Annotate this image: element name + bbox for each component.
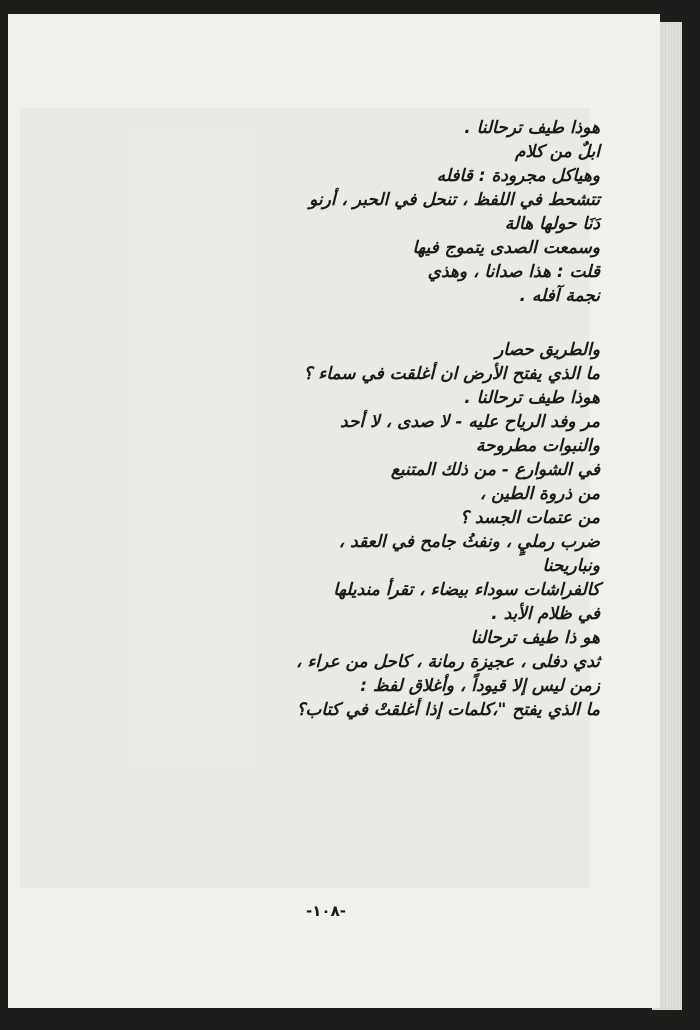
poem-line: ثدي دفلى ، عجيزة رمانة ، كاحل من عراء ، — [296, 652, 600, 672]
poem-line: نجمة آفله . — [519, 286, 600, 306]
poem-line: مر وفد الرياح عليه - لا صدى ، لا أحد — [340, 412, 600, 432]
poem-line: هوذا طيف ترحالنا . — [464, 118, 600, 138]
poem-line: في ظلام الأبد . — [491, 604, 600, 624]
poem-line: ابلٌ من كلام — [515, 142, 600, 162]
poem-line: والطريق حصار — [495, 340, 600, 360]
stanza-break — [180, 308, 600, 338]
poem-line: وسمعت الصدى يتموج فيها — [412, 238, 600, 258]
poem-line: من ذروة الطين ، — [479, 484, 600, 504]
poem-text — [180, 116, 600, 722]
poem-line: دَنَا حولها هالة — [504, 214, 600, 234]
poem-line: ما الذي يفتح "،كلمات إذا أغلقتْ في كتاب؟ — [296, 700, 600, 720]
poem-line: قلت : هذا صدانا ، وهذي — [427, 262, 600, 282]
poem-line: ونباريحنا — [542, 556, 600, 576]
poem-line: وهياكل مجرودة : قافله — [436, 166, 600, 186]
poem-line: تتشحط في اللفظ ، تنحل في الحبر ، أرنو — [309, 190, 600, 210]
poem-line: من عتمات الجسد ؟ — [459, 508, 600, 528]
poem-line: في الشوارع - من ذلك المتنبع — [390, 460, 600, 480]
poem-line: والنبوات مطروحة — [475, 436, 600, 456]
poem-line: ضرب رمليٍ ، ونفثُ جامح في العقد ، — [338, 532, 600, 552]
poem-line: هوذا طيف ترحالنا . — [464, 388, 600, 408]
poem-line: ما الذي يفتح الأرض ان أغلقت في سماء ؟ — [303, 364, 600, 384]
poem-line: هو ذا طيف ترحالنا — [470, 628, 600, 648]
poem-line: كالفراشات سوداء بيضاء ، تقرأ منديلها — [333, 580, 600, 600]
page-number: -١٠٨- — [306, 902, 346, 920]
poem-line: زمن ليس إلا قيوداً ، وأغلاق لفظ : — [360, 676, 600, 696]
